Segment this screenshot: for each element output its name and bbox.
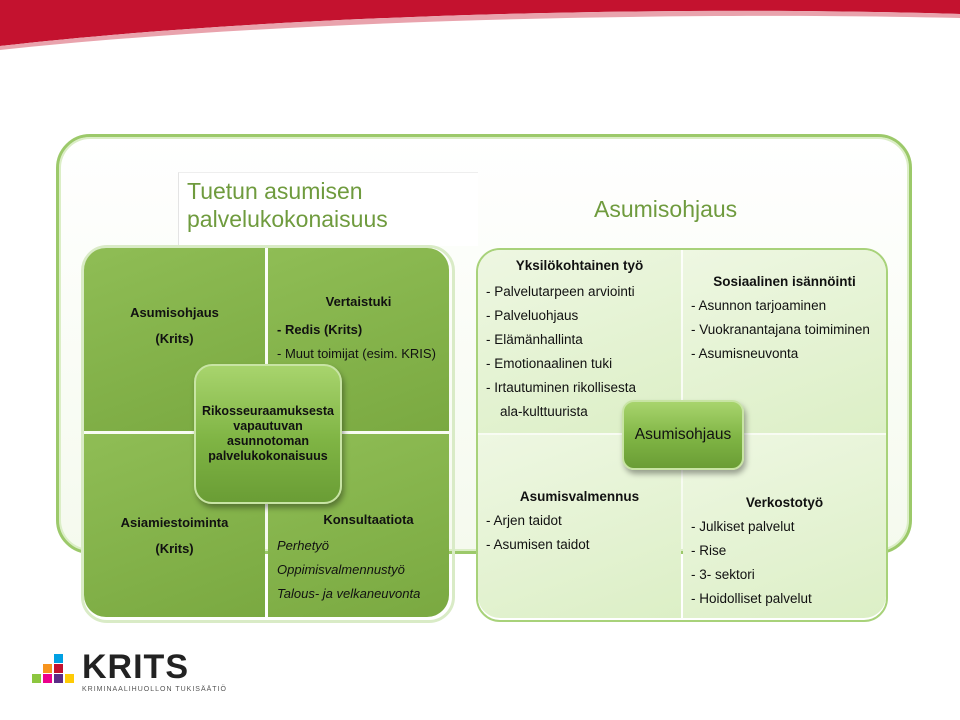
logo-subtitle: KRIMINAALIHUOLLON TUKISÄÄTIÖ bbox=[82, 686, 227, 693]
krits-logo bbox=[32, 648, 227, 698]
krits-logo-mark-icon bbox=[32, 650, 76, 690]
cell-item: - Asumisen taidot bbox=[486, 537, 590, 552]
cell-item: - Irtautuminen rikollisesta bbox=[486, 380, 637, 395]
cell-heading: Konsultaatiota bbox=[323, 512, 414, 527]
left-title-line-2: palvelukokonaisuus bbox=[187, 206, 388, 232]
cell-item: Oppimisvalmennustyö bbox=[277, 562, 405, 577]
cell-item: - Vuokranantajana toimiminen bbox=[691, 322, 870, 337]
cell-item: - Palveluohjaus bbox=[486, 308, 579, 323]
cell-item: - Hoidolliset palvelut bbox=[691, 591, 812, 606]
cell-heading: Yksilökohtainen työ bbox=[515, 258, 644, 273]
cell-item: - Asumisneuvonta bbox=[691, 346, 799, 361]
center-box-palvelukokonaisuus: Rikosseuraamuksesta vapautuvan asunnotoman palvelukokonaisuus bbox=[194, 364, 342, 504]
logo-wordmark: KRITS bbox=[82, 648, 189, 686]
cell-item: - Redis (Krits) bbox=[277, 322, 363, 337]
left-title-line-1: Tuetun asumisen bbox=[187, 178, 363, 204]
right-section-title: Asumisohjaus bbox=[594, 196, 738, 222]
cell-item: - Asunnon tarjoaminen bbox=[691, 298, 827, 313]
center-box-asumisohjaus: Asumisohjaus bbox=[622, 400, 744, 470]
header-decoration bbox=[0, 0, 960, 60]
cell-heading: Verkostotyö bbox=[745, 495, 824, 510]
cell-line: Asumisohjaus bbox=[130, 305, 219, 320]
cell-item: - Julkiset palvelut bbox=[691, 519, 795, 534]
cell-item: ala-kulttuurista bbox=[500, 404, 588, 419]
cell-line: (Krits) bbox=[155, 331, 194, 346]
cell-item: - Muut toimijat (esim. KRIS) bbox=[277, 346, 436, 361]
cell-item: - Arjen taidot bbox=[486, 513, 562, 528]
cell-item: Talous- ja velkaneuvonta bbox=[277, 586, 421, 601]
cell-heading: Sosiaalinen isännöinti bbox=[713, 274, 856, 289]
cell-item: - Emotionaalinen tuki bbox=[486, 356, 613, 371]
cell-item: - 3- sektori bbox=[691, 567, 755, 582]
left-section-title bbox=[178, 172, 478, 246]
cell-item: Perhetyö bbox=[277, 538, 330, 553]
cell-heading: Vertaistuki bbox=[325, 294, 392, 309]
cell-item: - Rise bbox=[691, 543, 727, 558]
cell-heading: Asumisvalmennus bbox=[519, 489, 640, 504]
cell-item: - Elämänhallinta bbox=[486, 332, 583, 347]
cell-line: (Krits) bbox=[155, 541, 194, 556]
cell-item: - Palvelutarpeen arviointi bbox=[486, 284, 635, 299]
cell-line: Asiamiestoiminta bbox=[120, 515, 229, 530]
